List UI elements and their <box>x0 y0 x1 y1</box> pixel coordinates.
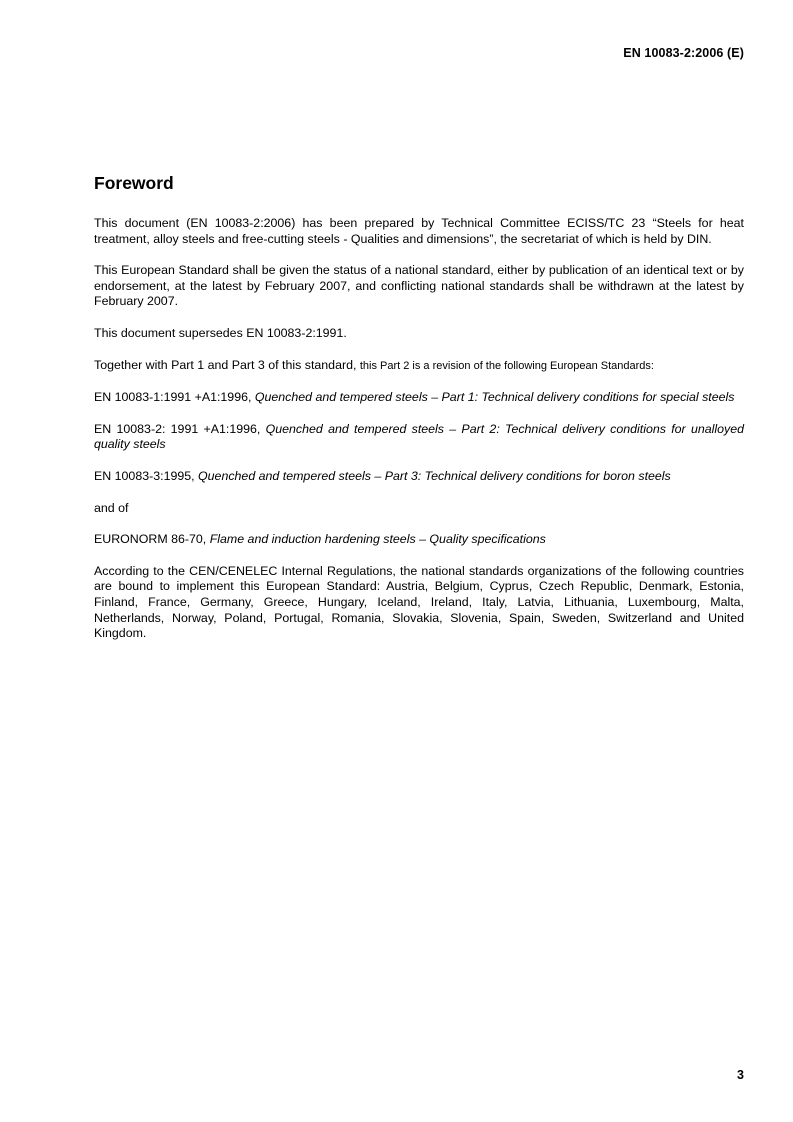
reference-part-2 <box>94 422 744 453</box>
reference-code: EURONORM 86-70, <box>94 532 210 547</box>
revision-intro-text: Together with Part 1 and Part 3 of this standard, <box>94 357 360 372</box>
reference-code: EN 10083-3:1995, <box>94 468 199 483</box>
reference-code: EN 10083-2: 1991 +A1:1996, <box>94 421 266 436</box>
reference-title: Quenched and tempered steels – Part 2: Technical delivery conditions for unalloyed quality steels <box>94 421 744 452</box>
reference-part-3 <box>94 469 744 485</box>
document-id-header: EN 10083-2:2006 (E) <box>623 46 744 60</box>
foreword-title: Foreword <box>94 173 174 193</box>
paragraph-prepared-by: This document (EN 10083-2:2006) has been prepared by Technical Committee ECISS/TC 23 “Steels for heat treatment, alloy steels and free-cutting steels - Qualities and dimensions”, the secretariat of which is held by DIN. <box>94 216 744 246</box>
reference-title: Quenched and tempered steels – Part 3: Technical delivery conditions for boron steels <box>198 468 671 483</box>
page-number: 3 <box>737 1068 744 1082</box>
reference-part-1 <box>94 390 744 406</box>
paragraph-supersedes: This document supersedes EN 10083-2:1991. <box>94 325 347 340</box>
revision-intro-small-text: this Part 2 is a revision of the following European Standards: <box>359 359 654 372</box>
reference-euronorm <box>94 532 744 548</box>
reference-title: Quenched and tempered steels – Part 1: Technical delivery conditions for special steels <box>254 390 735 405</box>
paragraph-status: This European Standard shall be given the status of a national standard, either by publication of an identical text or by endorsement, at the latest by February 2007, and conflicting national standards shall be withdrawn at the latest by February 2007. <box>94 263 744 309</box>
reference-code: EN 10083-1:1991 +A1:1996, <box>94 390 255 405</box>
paragraph-revision-intro <box>94 358 744 375</box>
reference-title: Flame and induction hardening steels – Quality specifications <box>209 532 546 547</box>
foreword-section <box>94 173 744 658</box>
paragraph-regulations: According to the CEN/CENELEC Internal Regulations, the national standards organizations of the following countries are bound to implement this European Standard: Austria, Belgium, Cyprus, Czech Republic, Denmark, Estonia, Finland, France, Germany, Greece, Hungary, Iceland, Ireland, Italy, Latvia, Lithuania, Luxembourg, Malta, Netherlands, Norway, Poland, Portugal, Romania, Slovakia, Slovenia, Spain, Sweden, Switzerland and United Kingdom. <box>94 563 744 641</box>
paragraph-and-of: and of <box>94 500 129 515</box>
